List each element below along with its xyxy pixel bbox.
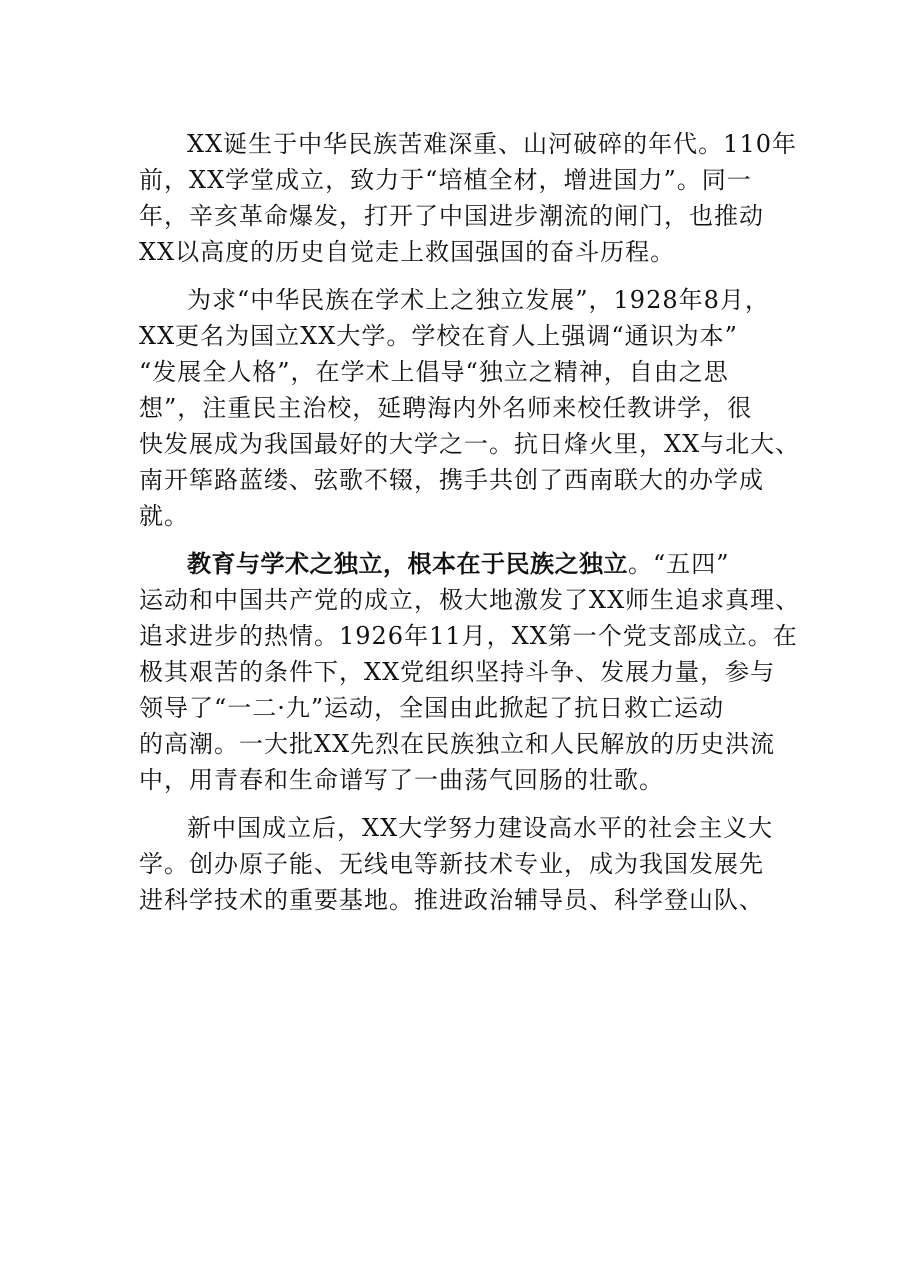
text-line: 想”，注重民主治校，延聘海内外名师来校任教讲学，很 [139, 394, 753, 422]
text-line: XX诞生于中华民族苦难深重、山河破碎的年代。110年 [187, 130, 797, 158]
text-line: XX更名为国立XX大学。学校在育人上强调“通识为本” [139, 322, 738, 350]
text-line: 极其艰苦的条件下，XX党组织坚持斗争、发展力量，参与 [139, 658, 776, 686]
text-line: 中，用青春和生命谱写了一曲荡气回肠的壮歌。 [139, 766, 664, 794]
text-line: 的高潮。一大批XX先烈在民族独立和人民解放的历史洪流 [139, 730, 776, 758]
document-body [139, 126, 801, 930]
text-line: 进科学技术的重要基地。推进政治辅导员、科学登山队、 [139, 886, 764, 914]
text-line [139, 546, 775, 582]
paragraph-national-university [139, 282, 801, 534]
bold-lead-sentence: 教育与学术之独立，根本在于民族之独立 [187, 550, 628, 578]
text-line: 学。创办原子能、无线电等新技术专业，成为我国发展先 [139, 850, 764, 878]
text-line: 运动和中国共产党的成立，极大地激发了XX师生追求真理、 [139, 586, 801, 614]
text-line: “发展全人格”，在学术上倡导“独立之精神，自由之思 [139, 358, 729, 386]
text-line: 新中国成立后，XX大学努力建设高水平的社会主义大 [187, 814, 774, 842]
text-line: XX以高度的历史自觉走上救国强国的奋斗历程。 [139, 238, 676, 266]
paragraph-national-independence [139, 546, 801, 798]
text-line: 南开筚路蓝缕、弦歌不辍，携手共创了西南联大的办学成 [139, 466, 764, 494]
text-line: 为求“中华民族在学术上之独立发展”，1928年8月， [187, 286, 770, 314]
text-line: 年，辛亥革命爆发，打开了中国进步潮流的闸门，也推动 [139, 202, 764, 230]
text-line: 领导了“一二·九”运动，全国由此掀起了抗日救亡运动 [139, 694, 725, 722]
lead-tail-text: 。“五四” [628, 550, 730, 578]
paragraph-history-founding [139, 126, 797, 270]
text-line: 前，XX学堂成立，致力于“培植全材，增进国力”。同一 [139, 166, 752, 194]
text-line: 追求进步的热情。1926年11月，XX第一个党支部成立。在 [139, 622, 798, 650]
text-line: 就。 [139, 502, 189, 530]
paragraph-new-china [139, 810, 775, 918]
text-line: 快发展成为我国最好的大学之一。抗日烽火里，XX与北大、 [139, 430, 801, 458]
